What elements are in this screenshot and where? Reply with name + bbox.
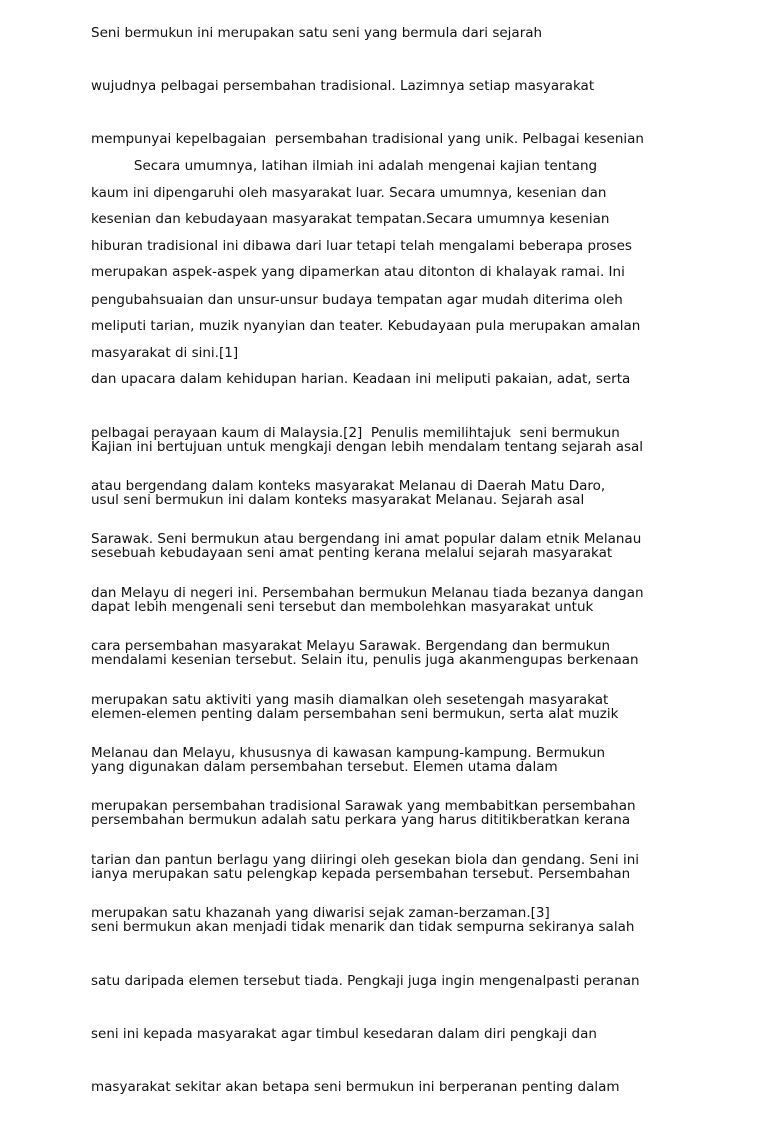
paragraph-objectives	[91, 403, 677, 1133]
text-line: pengubahsuaian dan unsur-unsur budaya tempatan agar mudah diterima oleh	[91, 291, 623, 308]
text-line: tarian dan pantun berlagu yang diiringi oleh gesekan biola dan gendang. Seni ini	[91, 851, 640, 868]
text-line: cara persembahan masyarakat Melayu Sarawak. Bergendang dan bermukun	[91, 638, 611, 655]
text-line: Secara umumnya, latihan ilmiah ini adalah mengenai kajian tentang	[91, 157, 598, 174]
text-line: merupakan satu aktiviti yang masih diamalkan oleh sesetengah masyarakat	[91, 691, 609, 708]
text-line: yang digunakan dalam persembahan tersebut. Elemen utama dalam	[91, 758, 558, 775]
text-line: mendalami kesenian tersebut. Selain itu, penulis juga akanmengupas berkenaan	[91, 652, 639, 669]
text-line: masyarakat di sini.[1]	[91, 344, 239, 361]
text-line: pelbagai perayaan kaum di Malaysia.[2] Penulis memilihtajuk seni bermukun	[91, 424, 620, 441]
text-line: wujudnya pelbagai persembahan tradisional. Lazimnya setiap masyarakat	[91, 77, 595, 94]
text-line: seni bermukun akan menjadi tidak menarik dan tidak sempurna sekiranya salah	[91, 919, 635, 936]
text-line: meliputi tarian, muzik nyanyian dan teater. Kebudayaan pula merupakan amalan	[91, 317, 641, 334]
text-line: merupakan persembahan tradisional Sarawak yang membabitkan persembahan	[91, 798, 636, 815]
text-line: Sarawak. Seni bermukun atau bergendang ini amat popular dalam etnik Melanau	[91, 531, 642, 548]
text-line: seni ini kepada masyarakat agar timbul kesedaran dalam diri pengkaji dan	[91, 1025, 597, 1042]
text-line: dapat lebih mengenali seni tersebut dan membolehkan masyarakat untuk	[91, 598, 594, 615]
text-line: Melanau dan Melayu, khususnya di kawasan kampung-kampung. Bermukun	[91, 744, 606, 761]
text-line: dan upacara dalam kehidupan harian. Keadaan ini meliputi pakaian, adat, serta	[91, 371, 631, 388]
text-line: merupakan aspek-aspek yang dipamerkan atau ditonton di khalayak ramai. Ini	[91, 264, 625, 281]
text-line: Seni bermukun ini merupakan satu seni yang bermula dari sejarah	[91, 24, 543, 41]
text-line: kaum ini dipengaruhi oleh masyarakat luar. Secara umumnya, kesenian dan	[91, 184, 607, 201]
text-line: mempunyai kepelbagaian persembahan tradisional yang unik. Pelbagai kesenian	[91, 131, 644, 148]
text-line: kesenian dan kebudayaan masyarakat tempatan.Secara umumnya kesenian	[91, 210, 610, 227]
text-line: persembahan bermukun adalah satu perkara yang harus dititikberatkan kerana	[91, 812, 631, 829]
text-line: satu daripada elemen tersebut tiada. Pengkaji juga ingin mengenalpasti peranan	[91, 972, 640, 989]
text-line: atau bergendang dalam konteks masyarakat Melanau di Daerah Matu Daro,	[91, 477, 606, 494]
text-line: masyarakat sekitar akan betapa seni bermukun ini berperanan penting dalam	[91, 1079, 620, 1096]
text-line: merupakan satu khazanah yang diwarisi sejak zaman-berzaman.[3]	[91, 905, 550, 922]
text-line: usul seni bermukun ini dalam konteks masyarakat Melanau. Sejarah asal	[91, 491, 585, 508]
text-line: Kajian ini bertujuan untuk mengkaji dengan lebih mendalam tentang sejarah asal	[91, 438, 644, 455]
text-line: ianya merupakan satu pelengkap kepada persembahan tersebut. Persembahan	[91, 865, 631, 882]
text-line: sesebuah kebudayaan seni amat penting kerana melalui sejarah masyarakat	[91, 545, 613, 562]
text-line: elemen-elemen penting dalam persembahan seni bermukun, serta alat muzik	[91, 705, 619, 722]
text-line: hiburan tradisional ini dibawa dari luar tetapi telah mengalami beberapa proses	[91, 238, 632, 255]
text-line: dan Melayu di negeri ini. Persembahan bermukun Melanau tiada bezanya dangan	[91, 584, 644, 601]
